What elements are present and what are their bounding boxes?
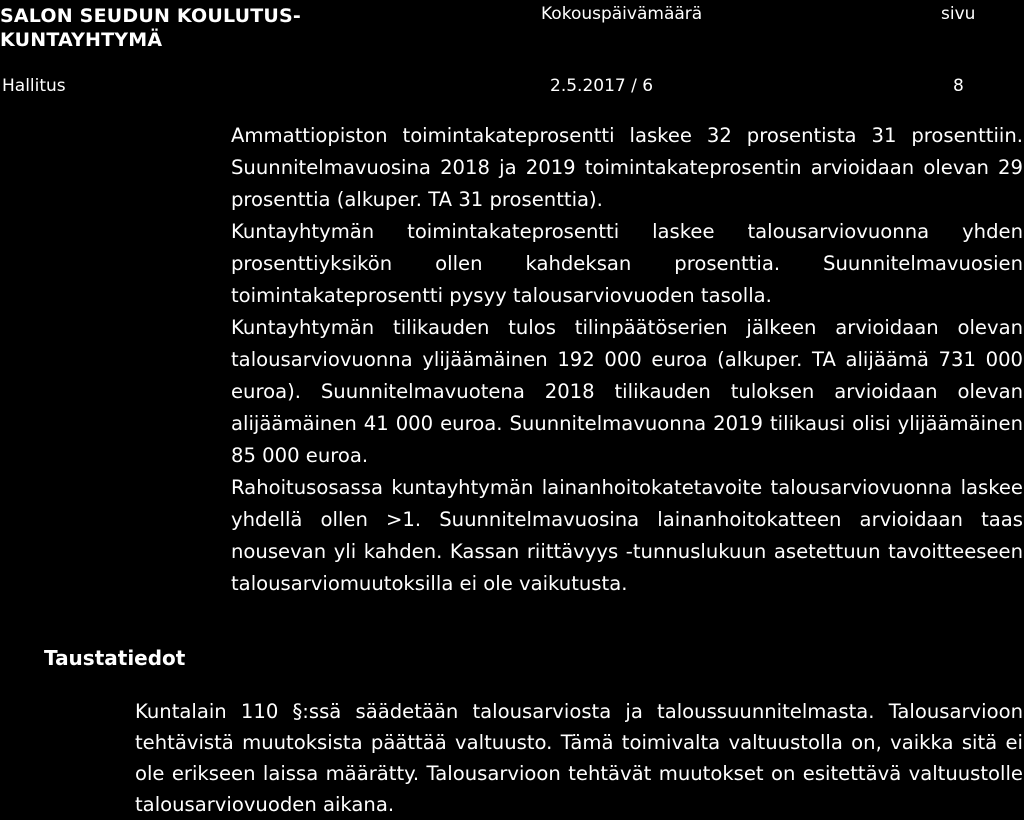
organization-name xyxy=(0,4,301,52)
meeting-date: 2.5.2017 / 6 xyxy=(550,76,654,96)
page-label: sivu xyxy=(941,4,976,24)
governing-body: Hallitus xyxy=(2,76,66,96)
paragraph-financial-result: Kuntayhtymän tilikauden tulos tilinpäätöserien jälkeen arvioidaan olevan talousarviovuonna ylijäämäinen 192 000 euroa (alkuper. TA alijäämä 731 000 euroa). Suunnitelmavuotena 2018 tilikauden tuloksen arvioidaan olevan alijäämäinen 41 000 euroa. Suunnitelmavuonna 2019 tilikausi olisi ylijäämäinen 85 000 euroa. xyxy=(231,316,1023,467)
paragraph-operating-margin-college: Ammattiopiston toimintakateprosentti laskee 32 prosentista 31 prosenttiin. Suunnitelmavuosina 2018 ja 2019 toimintakateprosentin arvioidaan olevan 29 prosenttia (alkuper. TA 31 prosenttia). xyxy=(231,124,1023,211)
organization-name-line1: SALON SEUDUN KOULUTUS- xyxy=(0,5,301,27)
paragraph-financing: Rahoitusosassa kuntayhtymän lainanhoitokatetavoite talousarviovuonna laskee yhdellä ollen >1. Suunnitelmavuosina lainanhoitokatteen arvioidaan taas nousevan yli kahden. Kassan riittävyys -tunnuslukuun asetettuun tavoitteeseen talousarviomuutoksilla ei ole vaikutusta. xyxy=(231,476,1023,595)
page-number: 8 xyxy=(953,76,964,96)
organization-name-line2: KUNTAYHTYMÄ xyxy=(0,29,163,51)
paragraph-operating-margin-federation: Kuntayhtymän toimintakateprosentti laskee talousarviovuonna yhden prosenttiyksikön ollen kahdeksan prosenttia. Suunnitelmavuosien toimintakateprosentti pysyy talousarviovuoden tasolla. xyxy=(231,220,1023,307)
background-heading: Taustatiedot xyxy=(44,646,186,670)
background-text: Kuntalain 110 §:ssä säädetään talousarviosta ja taloussuunnitelmasta. Talousarvioon tehtävistä muutoksista päättää valtuusto. Tämä toimivalta valtuustolla on, vaikka sitä ei ole erikseen laissa määrätty. Talousarvioon tehtävät muutokset on esitettävä valtuustolle talousarviovuoden aikana. xyxy=(135,700,1023,816)
meeting-date-label: Kokouspäivämäärä xyxy=(541,4,703,24)
